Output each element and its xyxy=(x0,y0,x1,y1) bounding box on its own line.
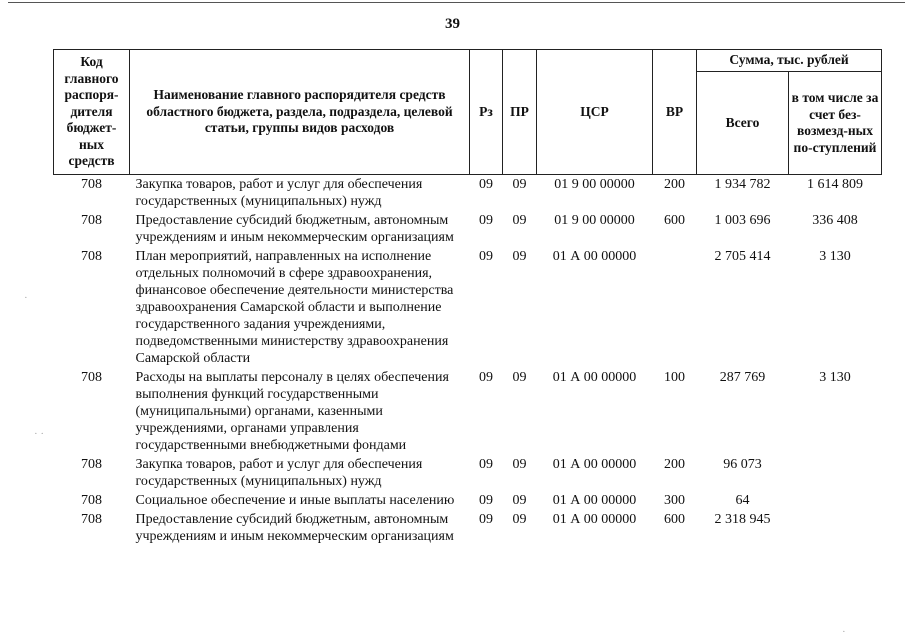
header-rz: Рз xyxy=(470,50,503,175)
cell-free: 336 408 xyxy=(812,213,858,228)
cell-pr: 09 xyxy=(512,512,527,527)
cell-free xyxy=(789,492,882,511)
scan-speck: · xyxy=(24,292,28,304)
header-vr: ВР xyxy=(653,50,697,175)
header-free: в том числе за счет без-возмезд-ных по-ступлений xyxy=(789,72,882,175)
scan-speck: · xyxy=(842,626,846,638)
table-row xyxy=(54,511,882,547)
header-sum-group: Сумма, тыс. рублей xyxy=(697,50,882,72)
cell-pr: 09 xyxy=(512,370,527,385)
table-row xyxy=(54,492,882,511)
cell-pr: 09 xyxy=(512,177,527,192)
cell-free: 1 614 809 xyxy=(807,177,863,192)
cell-csr: 01 9 00 00000 xyxy=(554,213,635,228)
header-csr: ЦСР xyxy=(537,50,653,175)
cell-vr: 100 xyxy=(664,370,685,385)
cell-pr: 09 xyxy=(512,213,527,228)
cell-name: План мероприятий, направленных на исполнение отдельных полномочий в сфере здравоохранения, финансовое обеспечение деятельности министерства здравоохранения Самарской области и выполнение государственного задания учреждениями, подведомственными министерству здравоохранения Самарской области xyxy=(135,249,454,366)
cell-rz: 09 xyxy=(479,213,493,228)
cell-vr xyxy=(653,248,697,369)
header-code: Код главного распоря-дителя бюджет-ных средств xyxy=(54,50,130,175)
table-row xyxy=(54,175,882,213)
table-body xyxy=(54,175,882,548)
cell-rz: 09 xyxy=(479,177,493,192)
cell-csr: 01 А 00 00000 xyxy=(552,370,637,385)
cell-code: 708 xyxy=(81,512,102,527)
cell-csr: 01 А 00 00000 xyxy=(552,512,637,527)
cell-rz: 09 xyxy=(479,249,493,264)
cell-total: 1 003 696 xyxy=(714,213,771,228)
scan-speck: · · xyxy=(34,428,45,440)
cell-pr: 09 xyxy=(512,457,527,472)
cell-vr: 200 xyxy=(664,457,685,472)
cell-code: 708 xyxy=(81,493,102,508)
cell-rz: 09 xyxy=(479,493,493,508)
header-name: Наименование главного распорядителя средств областного бюджета, раздела, подраздела, целевой статьи, группы видов расходов xyxy=(130,50,470,175)
cell-total: 287 769 xyxy=(719,370,766,385)
cell-code: 708 xyxy=(81,177,102,192)
cell-total: 1 934 782 xyxy=(714,177,771,192)
cell-total: 64 xyxy=(735,493,750,508)
cell-name: Предоставление субсидий бюджетным, автономным учреждениям и иным некоммерческим организациям xyxy=(135,213,454,245)
page-top-border xyxy=(8,2,905,3)
cell-free xyxy=(789,511,882,547)
table-row xyxy=(54,212,882,248)
cell-vr: 200 xyxy=(664,177,685,192)
cell-name: Предоставление субсидий бюджетным, автономным учреждениям и иным некоммерческим организациям xyxy=(135,512,454,544)
cell-code: 708 xyxy=(81,457,102,472)
header-total: Всего xyxy=(697,72,789,175)
cell-rz: 09 xyxy=(479,512,493,527)
cell-name: Закупка товаров, работ и услуг для обеспечения государственных (муниципальных) нужд xyxy=(135,457,423,489)
cell-total: 2 318 945 xyxy=(714,512,771,527)
cell-vr: 600 xyxy=(664,213,685,228)
cell-total: 2 705 414 xyxy=(714,249,771,264)
cell-total: 96 073 xyxy=(723,457,762,472)
cell-free: 3 130 xyxy=(819,370,851,385)
cell-csr: 01 А 00 00000 xyxy=(552,493,637,508)
table-row xyxy=(54,369,882,456)
cell-code: 708 xyxy=(81,249,102,264)
table-header xyxy=(54,50,882,175)
cell-pr: 09 xyxy=(512,493,527,508)
table-row xyxy=(54,456,882,492)
budget-table xyxy=(53,49,882,547)
cell-csr: 01 А 00 00000 xyxy=(552,249,637,264)
cell-free xyxy=(789,456,882,492)
cell-code: 708 xyxy=(81,370,102,385)
cell-free: 3 130 xyxy=(819,249,851,264)
cell-vr: 600 xyxy=(664,512,685,527)
header-pr: ПР xyxy=(503,50,537,175)
page-number: 39 xyxy=(445,16,460,32)
cell-name: Расходы на выплаты персоналу в целях обеспечения выполнения функций государственными (муниципальными) органами, казенными учреждениями, органами управления государственными внебюджетными фондами xyxy=(135,370,449,453)
cell-rz: 09 xyxy=(479,370,493,385)
cell-csr: 01 9 00 00000 xyxy=(554,177,635,192)
cell-pr: 09 xyxy=(512,249,527,264)
cell-code: 708 xyxy=(81,213,102,228)
cell-vr: 300 xyxy=(664,493,685,508)
cell-rz: 09 xyxy=(479,457,493,472)
cell-name: Закупка товаров, работ и услуг для обеспечения государственных (муниципальных) нужд xyxy=(135,177,423,209)
cell-name: Социальное обеспечение и иные выплаты населению xyxy=(135,493,455,508)
cell-csr: 01 А 00 00000 xyxy=(552,457,637,472)
table-row xyxy=(54,248,882,369)
